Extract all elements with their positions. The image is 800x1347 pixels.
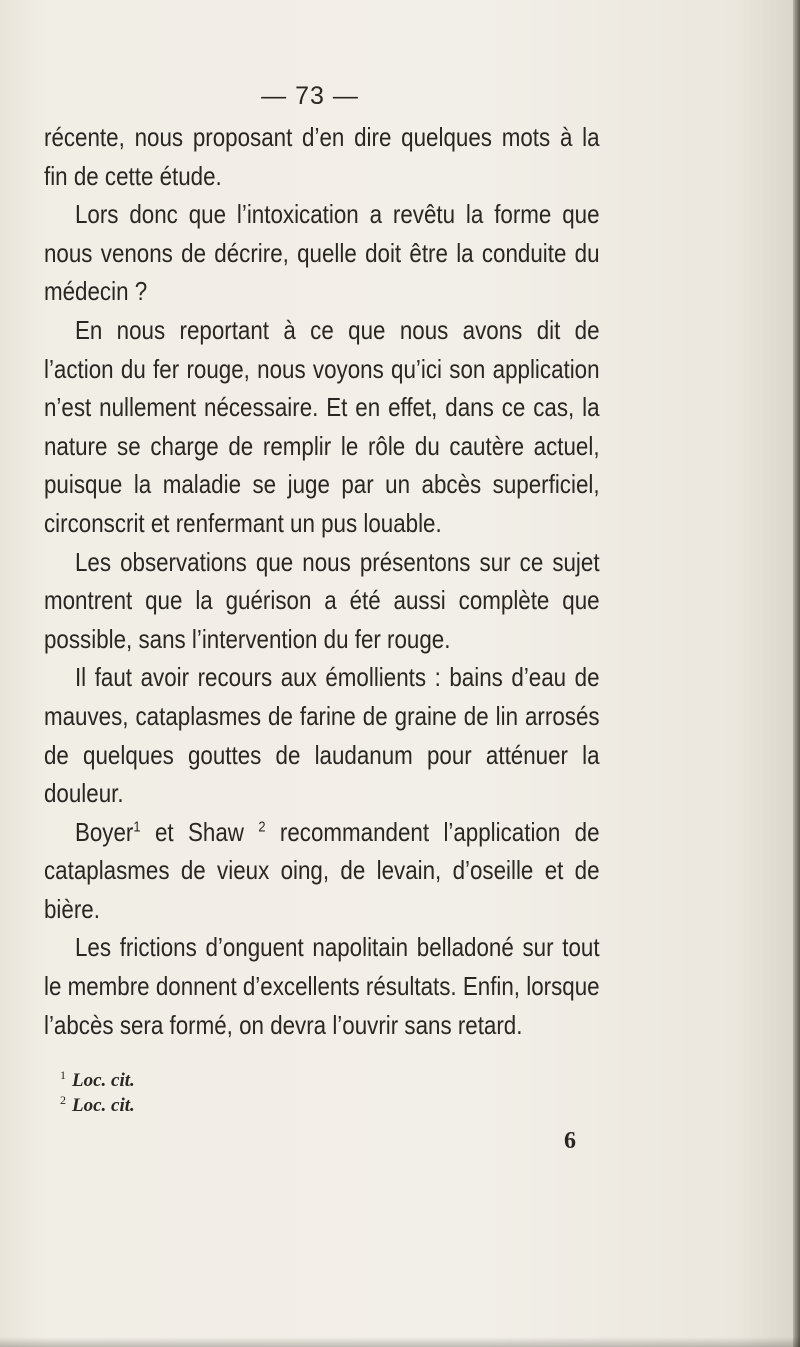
paragraph-6-mid: et Shaw [140, 816, 259, 847]
page-edge [793, 0, 800, 1347]
paragraph-6 [44, 813, 600, 929]
footnote-2-text: Loc. cit. [72, 1095, 135, 1116]
footnotes [60, 1068, 135, 1118]
paragraph-2: Lors donc que l’intoxication a revêtu la forme que nous venons de décrire, quelle doit être la conduite du médecin ? [44, 199, 600, 307]
footnote-ref-2: 2 [258, 818, 266, 836]
paragraph-7: Les frictions d’onguent napolitain belladoné sur tout le membre donnent d’excellents résultats. Enfin, lorsque l’abcès sera formé, on devra l’ouvrir sans retard. [44, 932, 600, 1040]
paragraph-4: Les observations que nous présentons sur ce sujet montrent que la guérison a été aussi complète que possible, sans l’intervention du fer rouge. [44, 546, 600, 654]
paragraph-1: récente, nous proposant d’en dire quelques mots à la fin de cette étude. [44, 122, 600, 191]
author-boyer: Boyer [74, 816, 134, 847]
footnote-2-number: 2 [60, 1092, 66, 1107]
page-number-header: — 73 — [261, 82, 359, 110]
page-shadow [0, 1337, 800, 1347]
paragraph-3: En nous reportant à ce que nous avons dit de l’action du fer rouge, nous voyons qu’ici son application n’est nullement nécessaire. Et en effet, dans ce cas, la nature se charge de remplir le rôle du cautère actuel, puisque la maladie se juge par un abcès superficiel, circonscrit et renfermant un pus louable. [44, 314, 600, 538]
footnote-1-text: Loc. cit. [72, 1070, 135, 1091]
paragraph-5: Il faut avoir recours aux émollients : bains d’eau de mauves, cataplasmes de farine de graine de lin arrosés de quelques gouttes de laudanum pour atténuer la douleur. [44, 662, 600, 809]
body-text [44, 118, 600, 1044]
footnote-ref-1: 1 [133, 818, 141, 836]
footnote-1-number: 1 [60, 1067, 66, 1082]
footnote-1 [60, 1068, 135, 1093]
signature-mark: 6 [564, 1128, 576, 1154]
footnote-2 [60, 1093, 135, 1118]
paragraph-6-rest: recommandent l’application de cataplasmes de vieux oing, de levain, d’oseille et de bière. [44, 816, 600, 924]
